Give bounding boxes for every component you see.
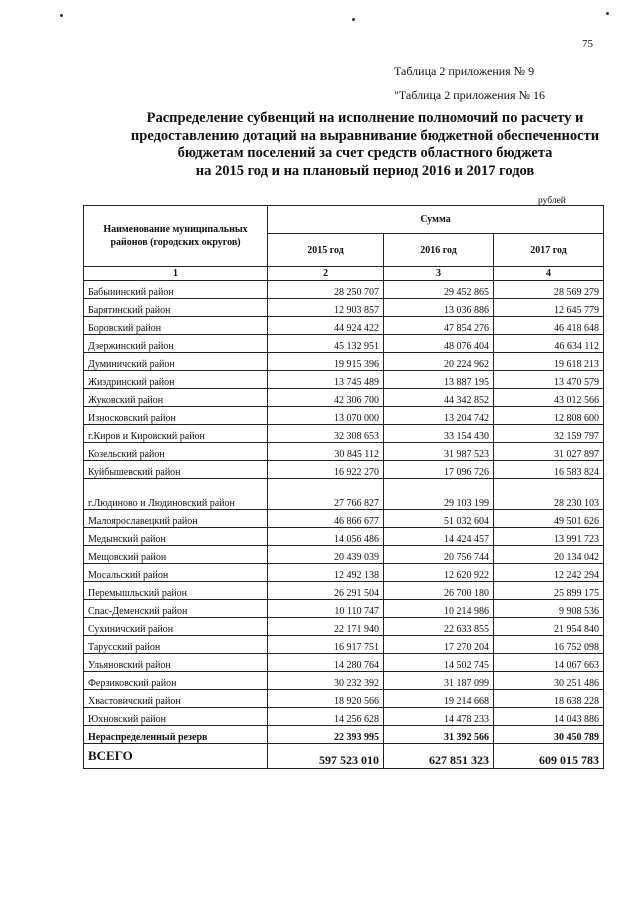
district-name: Барятинский район <box>84 299 268 317</box>
value-2016: 31 987 523 <box>384 443 494 461</box>
value-2015: 46 866 677 <box>268 510 384 528</box>
value-2015: 14 056 486 <box>268 528 384 546</box>
value-2015: 19 915 396 <box>268 353 384 371</box>
value-2016: 13 036 886 <box>384 299 494 317</box>
scan-speck <box>352 18 355 21</box>
value-2015: 30 845 112 <box>268 443 384 461</box>
column-number: 3 <box>384 267 494 281</box>
table-row <box>84 636 604 654</box>
value-2017: 21 954 840 <box>494 618 604 636</box>
value-2017: 49 501 626 <box>494 510 604 528</box>
table-row <box>84 389 604 407</box>
header-sum: Сумма <box>268 206 604 234</box>
value-2017: 46 634 112 <box>494 335 604 353</box>
table-row <box>84 443 604 461</box>
district-name: Медынский район <box>84 528 268 546</box>
title-line: бюджетам поселений за счет средств областного бюджета <box>177 145 553 161</box>
value-2017: 25 899 175 <box>494 582 604 600</box>
value-2016: 26 700 180 <box>384 582 494 600</box>
value-2015: 42 306 700 <box>268 389 384 407</box>
value-2017: 20 134 042 <box>494 546 604 564</box>
value-2017: 30 251 486 <box>494 672 604 690</box>
total-2016: 627 851 323 <box>384 744 494 769</box>
title-line: Распределение субвенций на исполнение полномочий по расчету и <box>146 110 584 126</box>
column-number: 4 <box>494 267 604 281</box>
value-2015: 22 393 995 <box>268 726 384 744</box>
table-row <box>84 672 604 690</box>
value-2016: 29 103 199 <box>384 479 494 510</box>
table-row <box>84 528 604 546</box>
district-name: Нераспределенный резерв <box>84 726 268 744</box>
district-name: Мосальский район <box>84 564 268 582</box>
value-2015: 18 920 566 <box>268 690 384 708</box>
title-line: на 2015 год и на плановый период 2016 и 2017 годов <box>195 162 535 179</box>
district-name: Сухиничский район <box>84 618 268 636</box>
page-number: 75 <box>582 38 593 50</box>
district-name: Жуковский район <box>84 389 268 407</box>
value-2016: 31 392 566 <box>384 726 494 744</box>
value-2017: 43 012 566 <box>494 389 604 407</box>
district-name: Перемышльский район <box>84 582 268 600</box>
district-name: Боровский район <box>84 317 268 335</box>
value-2017: 14 043 886 <box>494 708 604 726</box>
value-2017: 28 569 279 <box>494 281 604 299</box>
value-2015: 12 903 857 <box>268 299 384 317</box>
value-2015: 12 492 138 <box>268 564 384 582</box>
table-row <box>84 317 604 335</box>
column-number: 2 <box>268 267 384 281</box>
district-name: Малоярославецкий район <box>84 510 268 528</box>
value-2017: 30 450 789 <box>494 726 604 744</box>
value-2016: 14 502 745 <box>384 654 494 672</box>
district-name: Ульяновский район <box>84 654 268 672</box>
header-district-name: Наименование муниципальных районов (городских округов) <box>84 206 268 267</box>
subsidy-table <box>83 205 604 769</box>
district-name: г.Киров и Кировский район <box>84 425 268 443</box>
value-2017: 12 645 779 <box>494 299 604 317</box>
value-2015: 14 256 628 <box>268 708 384 726</box>
scan-speck <box>606 12 609 15</box>
value-2016: 47 854 276 <box>384 317 494 335</box>
value-2017: 12 808 600 <box>494 407 604 425</box>
table-row <box>84 618 604 636</box>
table-row <box>84 708 604 726</box>
value-2016: 51 032 604 <box>384 510 494 528</box>
table-row <box>84 353 604 371</box>
value-2017: 31 027 897 <box>494 443 604 461</box>
table-row <box>84 371 604 389</box>
value-2015: 28 250 707 <box>268 281 384 299</box>
value-2015: 32 308 653 <box>268 425 384 443</box>
header-year-2015: 2015 год <box>268 234 384 267</box>
district-name: г.Людиново и Людиновский район <box>84 479 268 510</box>
value-2017: 16 583 824 <box>494 461 604 479</box>
document-title <box>60 110 640 180</box>
district-name: Износковский район <box>84 407 268 425</box>
value-2017: 19 618 213 <box>494 353 604 371</box>
total-2015: 597 523 010 <box>268 744 384 769</box>
district-name: Спас-Деменский район <box>84 600 268 618</box>
header-year-2016: 2016 год <box>384 234 494 267</box>
total-2017: 609 015 783 <box>494 744 604 769</box>
value-2016: 10 214 986 <box>384 600 494 618</box>
currency-unit: рублей <box>538 196 566 206</box>
value-2017: 32 159 797 <box>494 425 604 443</box>
table-row <box>84 425 604 443</box>
value-2017: 14 067 663 <box>494 654 604 672</box>
value-2015: 26 291 504 <box>268 582 384 600</box>
value-2015: 10 110 747 <box>268 600 384 618</box>
appendix-reference: Таблица 2 приложения № 9 <box>394 64 535 78</box>
table-row <box>84 510 604 528</box>
value-2017: 46 418 648 <box>494 317 604 335</box>
value-2016: 29 452 865 <box>384 281 494 299</box>
value-2016: 17 096 726 <box>384 461 494 479</box>
value-2015: 45 132 951 <box>268 335 384 353</box>
total-row <box>84 744 604 769</box>
table-row <box>84 690 604 708</box>
total-label: ВСЕГО <box>84 744 268 769</box>
table-row <box>84 546 604 564</box>
value-2017: 13 991 723 <box>494 528 604 546</box>
value-2016: 12 620 922 <box>384 564 494 582</box>
table-row <box>84 564 604 582</box>
value-2016: 22 633 855 <box>384 618 494 636</box>
district-name: Куйбышевский район <box>84 461 268 479</box>
value-2016: 13 204 742 <box>384 407 494 425</box>
value-2016: 14 478 233 <box>384 708 494 726</box>
value-2015: 30 232 392 <box>268 672 384 690</box>
table-row <box>84 299 604 317</box>
table-row <box>84 726 604 744</box>
value-2015: 14 280 764 <box>268 654 384 672</box>
value-2017: 18 638 228 <box>494 690 604 708</box>
value-2016: 20 756 744 <box>384 546 494 564</box>
value-2016: 31 187 099 <box>384 672 494 690</box>
value-2015: 27 766 827 <box>268 479 384 510</box>
district-name: Мещовский район <box>84 546 268 564</box>
title-line: предоставлению дотаций на выравнивание бюджетной обеспеченности <box>130 127 600 144</box>
district-name: Козельский район <box>84 443 268 461</box>
table-row <box>84 600 604 618</box>
value-2016: 33 154 430 <box>384 425 494 443</box>
table-row <box>84 407 604 425</box>
value-2017: 9 908 536 <box>494 600 604 618</box>
district-name: Дзержинский район <box>84 335 268 353</box>
value-2016: 48 076 404 <box>384 335 494 353</box>
value-2015: 13 745 489 <box>268 371 384 389</box>
value-2015: 16 917 751 <box>268 636 384 654</box>
value-2016: 44 342 852 <box>384 389 494 407</box>
value-2017: 13 470 579 <box>494 371 604 389</box>
district-name: Хвастовичский район <box>84 690 268 708</box>
value-2016: 19 214 668 <box>384 690 494 708</box>
table-row <box>84 582 604 600</box>
value-2017: 28 230 103 <box>494 479 604 510</box>
appendix-reference-amended: "Таблица 2 приложения № 16 <box>394 88 546 102</box>
value-2017: 12 242 294 <box>494 564 604 582</box>
value-2015: 44 924 422 <box>268 317 384 335</box>
table-row <box>84 654 604 672</box>
value-2016: 17 270 204 <box>384 636 494 654</box>
value-2016: 13 887 195 <box>384 371 494 389</box>
header-year-2017: 2017 год <box>494 234 604 267</box>
district-name: Жиздринский район <box>84 371 268 389</box>
value-2017: 16 752 098 <box>494 636 604 654</box>
district-name: Тарусский район <box>84 636 268 654</box>
value-2016: 20 224 962 <box>384 353 494 371</box>
district-name: Бабынинский район <box>84 281 268 299</box>
district-name: Юхновский район <box>84 708 268 726</box>
scan-speck <box>60 14 63 17</box>
table-row <box>84 335 604 353</box>
column-number: 1 <box>84 267 268 281</box>
district-name: Думиничский район <box>84 353 268 371</box>
value-2015: 20 439 039 <box>268 546 384 564</box>
value-2015: 16 922 270 <box>268 461 384 479</box>
table-row <box>84 461 604 479</box>
district-name: Ферзиковский район <box>84 672 268 690</box>
value-2015: 13 070 000 <box>268 407 384 425</box>
value-2015: 22 171 940 <box>268 618 384 636</box>
table-row <box>84 281 604 299</box>
value-2016: 14 424 457 <box>384 528 494 546</box>
table-row <box>84 479 604 510</box>
